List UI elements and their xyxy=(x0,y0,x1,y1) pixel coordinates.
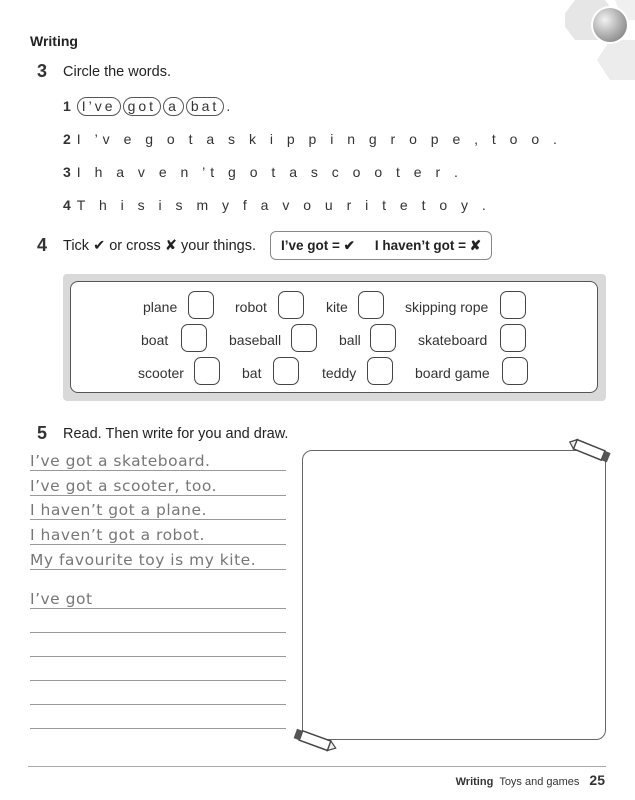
exercise-3-item-4 xyxy=(63,197,491,213)
word-label: ball xyxy=(339,332,361,348)
tick-box-boat[interactable] xyxy=(181,324,207,352)
word-label: teddy xyxy=(322,365,357,381)
model-line: I’ve got a scooter, too. xyxy=(30,477,217,495)
writing-line xyxy=(30,544,286,545)
exercise-3-item-2 xyxy=(63,131,562,147)
pencil-icon xyxy=(568,438,616,464)
page-footer xyxy=(456,772,605,788)
word-label: board game xyxy=(415,365,490,381)
tick-box-skateboard[interactable] xyxy=(500,324,526,352)
tick-box-scooter[interactable] xyxy=(194,357,220,385)
section-title: Writing xyxy=(30,33,78,49)
writing-line xyxy=(30,495,286,496)
tick-box-robot[interactable] xyxy=(278,291,304,319)
word-label: scooter xyxy=(138,365,184,381)
circled-word: I’ve xyxy=(77,97,121,116)
globe-icon xyxy=(593,8,627,42)
pencil-icon xyxy=(292,728,340,754)
model-line: I haven’t got a plane. xyxy=(30,501,207,519)
footer-topic: Toys and games xyxy=(499,776,580,788)
item-number: 4 xyxy=(63,197,71,213)
exercise-5-instruction: Read. Then write for you and draw. xyxy=(63,426,289,442)
exercise-4-instruction: Tick ✔ or cross ✘ your things. xyxy=(63,238,256,254)
word-grid xyxy=(70,281,598,393)
writing-line[interactable] xyxy=(30,680,286,681)
writing-line[interactable] xyxy=(30,656,286,657)
writing-line[interactable] xyxy=(30,704,286,705)
exercise-3-item-3 xyxy=(63,164,463,180)
tick-box-board-game[interactable] xyxy=(502,357,528,385)
exercise-3-item-1 xyxy=(63,97,235,116)
drawing-area[interactable] xyxy=(302,450,606,740)
circled-word: got xyxy=(123,97,161,116)
footer-section: Writing xyxy=(455,776,494,788)
legend-got: I’ve got = ✔ xyxy=(280,237,355,253)
word-label: plane xyxy=(143,299,178,315)
exercise-3-number: 3 xyxy=(37,61,48,81)
word-label: kite xyxy=(326,299,348,315)
letter-string[interactable]: I ’v e g o t a s k i p p i n g r o p e , t o o . xyxy=(76,131,562,147)
word-label: skipping rope xyxy=(405,299,489,315)
tick-box-baseball[interactable] xyxy=(291,324,317,352)
word-label: skateboard xyxy=(418,332,488,348)
start-line-prompt: I’ve got xyxy=(30,590,93,608)
letter-string[interactable]: T h i s i s m y f a v o u r i t e t o y . xyxy=(76,197,491,213)
tick-box-skipping-rope[interactable] xyxy=(500,291,526,319)
word-label: bat xyxy=(242,365,262,381)
sentence-end: . xyxy=(226,98,236,114)
model-line: I’ve got a skateboard. xyxy=(30,452,211,470)
word-label: boat xyxy=(141,332,169,348)
item-number: 3 xyxy=(63,164,71,180)
writing-line[interactable] xyxy=(30,608,286,609)
item-number: 1 xyxy=(63,98,71,114)
letter-string[interactable]: I h a v e n ’t g o t a s c o o t e r . xyxy=(76,164,463,180)
model-line: My favourite toy is my kite. xyxy=(30,551,257,569)
legend-not-got: I haven’t got = ✘ xyxy=(374,237,482,253)
tick-box-plane[interactable] xyxy=(188,291,214,319)
tick-box-teddy[interactable] xyxy=(367,357,393,385)
footer-divider xyxy=(28,766,606,767)
word-label: baseball xyxy=(229,332,282,348)
tick-box-bat[interactable] xyxy=(273,357,299,385)
exercise-5-number: 5 xyxy=(37,423,48,443)
tick-box-ball[interactable] xyxy=(370,324,396,352)
circled-word: bat xyxy=(186,97,224,116)
writing-line[interactable] xyxy=(30,632,286,633)
model-line: I haven’t got a robot. xyxy=(30,526,205,544)
exercise-3-instruction: Circle the words. xyxy=(63,64,171,80)
writing-line xyxy=(30,569,286,570)
tick-box-kite[interactable] xyxy=(358,291,384,319)
writing-line xyxy=(30,519,286,520)
tick-cross-legend xyxy=(270,231,492,260)
word-label: robot xyxy=(235,299,267,315)
circled-word: a xyxy=(163,97,184,116)
page-number: 25 xyxy=(589,772,605,788)
writing-line[interactable] xyxy=(30,728,286,729)
writing-line xyxy=(30,470,286,471)
item-number: 2 xyxy=(63,131,71,147)
exercise-4-number: 4 xyxy=(37,235,48,255)
